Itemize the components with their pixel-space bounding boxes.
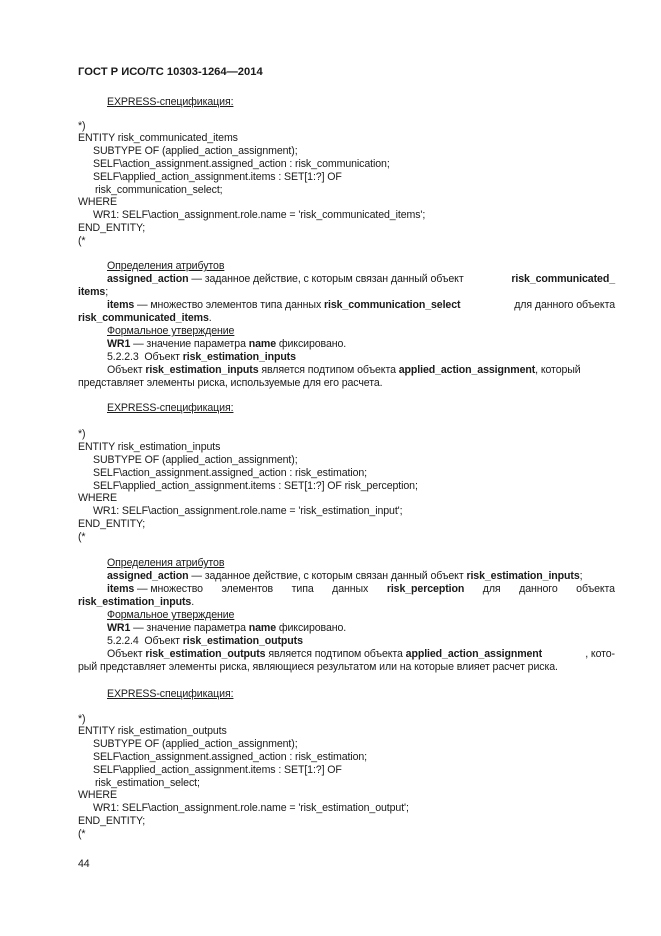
- attribute-definition: items — множество элементов типа данных risk_perception для данного объекта: [107, 583, 615, 595]
- code-line: *): [78, 120, 86, 132]
- entity-reference: risk_communicated_: [511, 273, 615, 285]
- code-line: SELF\applied_action_assignment.items : SET[1:?] OF risk_perception;: [93, 480, 418, 492]
- code-line: SUBTYPE OF (applied_action_assignment);: [93, 145, 298, 157]
- code-line: risk_estimation_select;: [95, 777, 200, 789]
- code-line: END_ENTITY;: [78, 815, 146, 827]
- code-line: WHERE: [78, 492, 117, 504]
- code-line: WHERE: [78, 789, 117, 801]
- code-line: END_ENTITY;: [78, 518, 146, 530]
- attribute-definition: assigned_action — заданное действие, с которым связан данный объект risk_communicated_: [107, 273, 615, 285]
- formal-proposition-heading: Формальное утверждение: [107, 609, 235, 621]
- clause-heading: 5.2.2.3 Объект risk_estimation_inputs: [107, 351, 296, 363]
- formal-proposition: WR1 — значение параметра name фиксировано.: [107, 622, 347, 634]
- code-line: WR1: SELF\action_assignment.role.name = 'risk_estimation_input';: [93, 505, 403, 517]
- express-spec-label: EXPRESS-спецификация:: [107, 688, 234, 700]
- code-line: ENTITY risk_estimation_outputs: [78, 725, 227, 737]
- attribute-definition-cont: risk_estimation_inputs.: [78, 596, 195, 608]
- attribute-name: assigned_action: [107, 273, 189, 285]
- code-line: END_ENTITY;: [78, 222, 146, 234]
- entity-description: Объект risk_estimation_inputs является подтипом объекта applied_action_assignment, который: [107, 364, 581, 376]
- code-line: SELF\applied_action_assignment.items : SET[1:?] OF: [93, 171, 342, 183]
- entity-reference: risk_perception: [386, 583, 465, 595]
- page-number: 44: [78, 858, 90, 870]
- code-line: WR1: SELF\action_assignment.role.name = 'risk_communicated_items';: [93, 209, 426, 221]
- attribute-name: items: [107, 299, 135, 311]
- code-line: WHERE: [78, 196, 117, 208]
- formal-proposition: WR1 — значение параметра name фиксировано.: [107, 338, 347, 350]
- attribute-definition-cont: risk_communicated_items.: [78, 312, 212, 324]
- entity-reference: risk_communication_select: [323, 299, 461, 311]
- code-line: (*: [78, 828, 86, 840]
- entity-description-cont: рый представляет элементы риска, являющиеся результатом или на которые влияет расчет риска.: [78, 661, 558, 673]
- code-line: (*: [78, 531, 86, 543]
- code-line: risk_communication_select;: [95, 184, 223, 196]
- code-line: SELF\action_assignment.assigned_action : risk_estimation;: [93, 751, 368, 763]
- attributes-heading: Определения атрибутов: [107, 557, 225, 569]
- page-header: ГОСТ Р ИСО/ТС 10303-1264—2014: [78, 66, 263, 78]
- code-line: SELF\action_assignment.assigned_action : risk_estimation;: [93, 467, 368, 479]
- code-line: SUBTYPE OF (applied_action_assignment);: [93, 454, 298, 466]
- formal-proposition-heading: Формальное утверждение: [107, 325, 235, 337]
- entity-description: Объект risk_estimation_outputs является подтипом объекта applied_action_assignment , кото-: [107, 648, 615, 660]
- express-spec-label: EXPRESS-спецификация:: [107, 96, 234, 108]
- entity-reference: risk_estimation_inputs: [466, 570, 580, 582]
- code-line: ENTITY risk_communicated_items: [78, 132, 238, 144]
- code-line: ENTITY risk_estimation_inputs: [78, 441, 221, 453]
- attribute-definition: assigned_action — заданное действие, с которым связан данный объект risk_estimation_inputs;: [107, 570, 583, 582]
- attribute-definition-cont: items;: [78, 286, 109, 298]
- attribute-name: items: [107, 583, 135, 595]
- entity-description-cont: представляет элементы риска, используемые для его расчета.: [78, 377, 383, 389]
- code-line: (*: [78, 235, 86, 247]
- code-line: SELF\action_assignment.assigned_action : risk_communication;: [93, 158, 390, 170]
- clause-heading: 5.2.2.4 Объект risk_estimation_outputs: [107, 635, 303, 647]
- express-spec-label: EXPRESS-спецификация:: [107, 402, 234, 414]
- code-line: *): [78, 713, 86, 725]
- code-line: *): [78, 428, 86, 440]
- code-line: SELF\applied_action_assignment.items : SET[1:?] OF: [93, 764, 342, 776]
- code-line: WR1: SELF\action_assignment.role.name = 'risk_estimation_output';: [93, 802, 409, 814]
- attributes-heading: Определения атрибутов: [107, 260, 225, 272]
- code-line: SUBTYPE OF (applied_action_assignment);: [93, 738, 298, 750]
- attribute-definition: items — множество элементов типа данных risk_communication_select для данного объекта: [107, 299, 615, 311]
- attribute-name: assigned_action: [107, 570, 189, 582]
